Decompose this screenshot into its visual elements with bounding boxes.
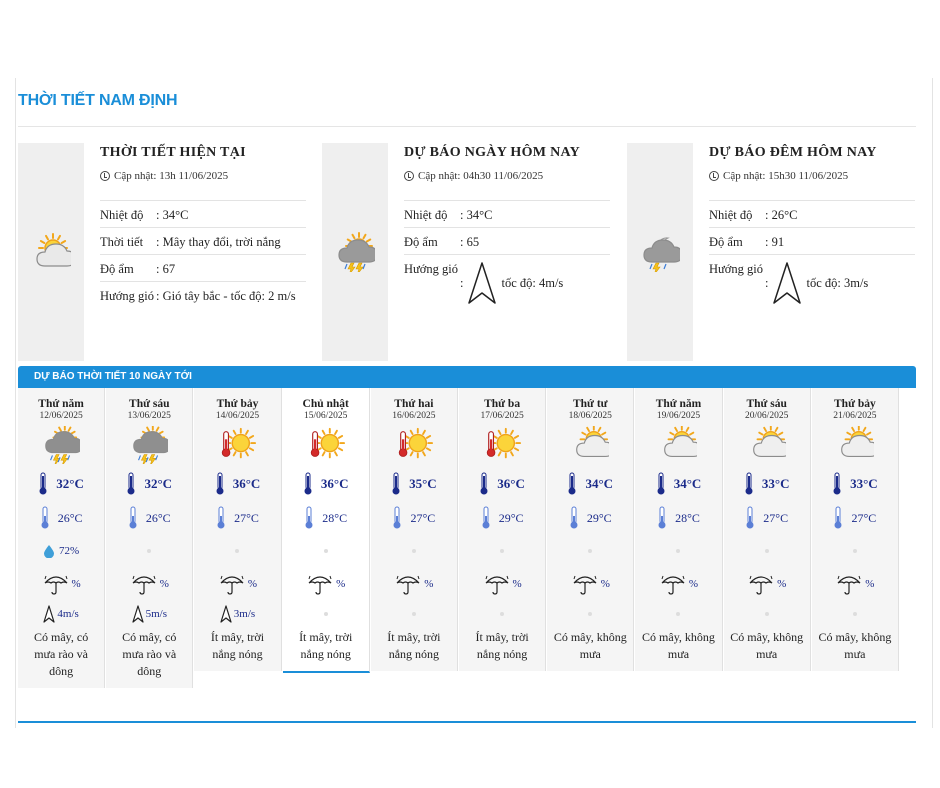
row-key: Hướng gió [100, 282, 156, 309]
temp-low [18, 501, 104, 535]
thermometer-high-icon [479, 472, 489, 496]
day-name: Chủ nhật [302, 398, 349, 410]
empty-dot [235, 549, 239, 553]
row-value: : Mây thay đổi, trời nắng [156, 235, 281, 249]
temp-low-value: 26°C [145, 510, 171, 525]
hot-sun-icon [483, 426, 521, 464]
colon: : [460, 276, 464, 290]
card-title: THỜI TIẾT HIỆN TẠI [100, 145, 246, 160]
card-title: DỰ BÁO ĐÊM HÔM NAY [709, 145, 877, 160]
rain-value: % [777, 578, 787, 590]
day-date: 16/06/2025 [392, 411, 436, 421]
humidity [18, 535, 104, 567]
card-table [709, 200, 915, 309]
temp-high [106, 467, 192, 501]
card-icon-box [322, 143, 388, 361]
umbrella-icon [483, 573, 511, 595]
temp-high [547, 467, 633, 501]
temp-high [18, 467, 104, 501]
wind [635, 601, 721, 627]
card-row [404, 228, 610, 255]
empty-dot [324, 612, 328, 616]
day-name: Thứ hai [394, 398, 434, 410]
rain-value: % [600, 578, 610, 590]
wind-speed: tốc độ: 4m/s [501, 276, 564, 290]
day-date: 13/06/2025 [127, 411, 171, 421]
thermometer-low-icon [304, 506, 314, 530]
day-date: 15/06/2025 [304, 411, 348, 421]
wind-direction-icon [220, 605, 232, 623]
humidity [194, 535, 280, 567]
cloudy-sun-icon [659, 426, 697, 464]
rain-value: % [247, 578, 258, 590]
rain-value: % [71, 578, 81, 590]
wind-direction-icon [132, 605, 144, 623]
temp-low [371, 501, 457, 535]
forecast-day[interactable] [283, 388, 370, 673]
rain-value: % [336, 578, 346, 590]
row-key: Độ ẩm [709, 228, 765, 255]
card-updated [404, 170, 543, 182]
day-name: Thứ bảy [216, 398, 259, 410]
hot-sun-icon [218, 426, 256, 464]
wind [194, 601, 280, 627]
empty-dot [676, 549, 680, 553]
humidity [812, 535, 898, 567]
bottom-divider [18, 721, 916, 723]
empty-dot [324, 549, 328, 553]
day-description: Ít mây, trời nắng nóng [475, 630, 529, 661]
thermometer-high-icon [126, 472, 136, 496]
thermometer-high-icon [656, 472, 666, 496]
day-name: Thứ bảy [834, 398, 876, 410]
rain-chance [724, 567, 810, 601]
rain-chance [371, 567, 457, 601]
weather-card-3 [627, 143, 917, 361]
cloudy-sun-icon [571, 426, 609, 464]
card-row [100, 228, 306, 255]
temp-low [283, 501, 369, 535]
row-key: Nhiệt độ [709, 201, 765, 228]
forecast-day[interactable] [371, 388, 458, 671]
forecast-title: DỰ BÁO THỜI TIẾT 10 NGÀY TỚI [34, 371, 192, 382]
sun-thunderstorm-icon [335, 232, 375, 272]
thermometer-high-icon [744, 472, 754, 496]
wind [18, 601, 104, 627]
rain-chance [106, 567, 192, 601]
temp-high-value: 36°C [497, 476, 525, 491]
rain-value: % [688, 578, 699, 590]
temp-low [106, 501, 192, 535]
card-updated [100, 170, 228, 182]
wind-direction-icon [43, 605, 55, 623]
humidity [106, 535, 192, 567]
forecast-day[interactable] [547, 388, 634, 671]
rain-value: % [865, 578, 875, 590]
umbrella-icon [130, 573, 158, 595]
umbrella-icon [659, 573, 687, 595]
thermometer-low-icon [128, 506, 138, 530]
forecast-row [18, 388, 900, 718]
empty-dot [765, 549, 769, 553]
day-date: 12/06/2025 [39, 411, 83, 421]
card-icon-box [627, 143, 693, 361]
temp-low-value: 27°C [763, 510, 789, 525]
rain-value: % [159, 578, 169, 590]
wind [547, 601, 633, 627]
wind-value: 3m/s [233, 608, 256, 620]
temp-high [371, 467, 457, 501]
cloudy-sun-icon [748, 426, 786, 464]
thermometer-low-icon [392, 506, 402, 530]
rain-value: % [512, 578, 522, 590]
wind-value: 5m/s [145, 608, 167, 620]
updated-text: Cập nhật: 13h 11/06/2025 [114, 170, 229, 182]
thermometer-high-icon [391, 472, 401, 496]
empty-dot [588, 612, 592, 616]
humidity [547, 535, 633, 567]
rain-value: % [424, 578, 434, 590]
thermometer-high-icon [38, 472, 48, 496]
temp-low [459, 501, 545, 535]
thunderstorm-icon [130, 426, 168, 464]
day-description: Có mây, có mưa rào và dông [122, 630, 177, 678]
row-value: : 65 [460, 235, 480, 249]
thermometer-high-icon [567, 472, 577, 496]
wind [724, 601, 810, 627]
rain-chance [283, 567, 369, 601]
sun-cloud-icon [31, 232, 71, 272]
day-name: Thứ sáu [746, 398, 787, 410]
moon-thunderstorm-icon [640, 232, 680, 272]
temp-high-value: 35°C [409, 476, 437, 491]
thermometer-high-icon [215, 472, 225, 496]
humidity [459, 535, 545, 567]
day-name: Thứ sáu [129, 398, 170, 410]
day-description: Có mây, không mưa [553, 630, 627, 661]
day-date: 21/06/2025 [833, 411, 877, 421]
umbrella-icon [394, 573, 422, 595]
rain-chance [812, 567, 898, 601]
day-description: Có mây, không mưa [642, 630, 715, 661]
day-description: Có mây, không mưa [730, 630, 804, 661]
empty-dot [412, 612, 416, 616]
wind [812, 601, 898, 627]
temp-high [635, 467, 721, 501]
umbrella-icon [835, 573, 863, 595]
temp-low-value: 26°C [57, 510, 83, 525]
temp-high-value: 36°C [232, 476, 261, 491]
empty-dot [500, 612, 504, 616]
thermometer-high-icon [303, 472, 313, 496]
day-date: 20/06/2025 [745, 411, 789, 421]
thermometer-low-icon [657, 506, 667, 530]
title-divider [18, 126, 916, 127]
forecast-day[interactable] [724, 388, 811, 671]
row-key: Độ ẩm [100, 255, 156, 282]
day-name: Thứ ba [484, 398, 521, 410]
clock-icon [100, 171, 110, 181]
day-date: 14/06/2025 [215, 411, 260, 421]
row-key: Thời tiết [100, 228, 156, 255]
row-value: : 91 [765, 235, 785, 249]
day-description: Có mây, không mưa [818, 630, 892, 661]
card-row [404, 201, 610, 228]
forecast-day[interactable] [635, 388, 722, 671]
row-key: Nhiệt độ [404, 201, 460, 228]
row-key: Hướng gió [404, 255, 460, 310]
empty-dot [412, 549, 416, 553]
temp-low-value: 29°C [586, 510, 612, 525]
forecast-header [18, 366, 916, 388]
temp-low-value: 27°C [410, 510, 436, 525]
thermometer-high-icon [832, 472, 842, 496]
weather-card-2 [322, 143, 612, 361]
clock-icon [404, 171, 414, 181]
card-row [100, 255, 306, 282]
umbrella-icon [571, 573, 599, 595]
temp-low [724, 501, 810, 535]
card-updated [709, 170, 848, 182]
temp-low-value: 27°C [851, 510, 877, 525]
wind-value: 4m/s [57, 608, 79, 620]
wind [283, 601, 369, 627]
humidity-drop-icon [43, 544, 55, 558]
day-date: 18/06/2025 [568, 411, 612, 421]
card-row [100, 201, 306, 228]
forecast-day[interactable] [18, 388, 105, 688]
card-icon-box [18, 143, 84, 361]
row-key: Độ ẩm [404, 228, 460, 255]
temp-high-value: 36°C [320, 476, 349, 491]
temp-high-value: 34°C [673, 476, 702, 491]
umbrella-icon [42, 573, 70, 595]
humidity [724, 535, 810, 567]
temp-low-value: 28°C [322, 510, 348, 525]
wind-direction-icon [467, 261, 497, 305]
empty-dot [676, 612, 680, 616]
forecast-day[interactable] [812, 388, 899, 671]
temp-high-value: 32°C [56, 476, 84, 491]
empty-dot [765, 612, 769, 616]
thermometer-low-icon [745, 506, 755, 530]
temp-low [635, 501, 721, 535]
updated-text: Cập nhật: 04h30 11/06/2025 [418, 170, 544, 182]
empty-dot [853, 612, 857, 616]
temp-high [194, 467, 280, 501]
thermometer-low-icon [481, 506, 491, 530]
temp-low [194, 501, 280, 535]
empty-dot [500, 549, 504, 553]
day-description: Ít mây, trời nắng nóng [299, 630, 353, 661]
wind [371, 601, 457, 627]
weather-card-1 [18, 143, 308, 361]
humidity [635, 535, 721, 567]
thunderstorm-icon [42, 426, 80, 464]
temp-low-value: 29°C [498, 510, 524, 525]
card-title: DỰ BÁO NGÀY HÔM NAY [404, 145, 581, 160]
temp-low-value: 28°C [675, 510, 700, 525]
wind [459, 601, 545, 627]
card-row [709, 201, 915, 228]
day-description: Ít mây, trời nắng nóng [387, 630, 441, 661]
row-value: : 67 [156, 262, 176, 276]
thermometer-low-icon [569, 506, 579, 530]
temp-low-value: 27°C [234, 510, 259, 525]
empty-dot [147, 549, 151, 553]
wind-speed: tốc độ: 3m/s [806, 276, 869, 290]
wind-direction-icon [772, 261, 802, 305]
thermometer-low-icon [216, 506, 226, 530]
rain-chance [18, 567, 104, 601]
card-row [709, 228, 915, 255]
day-name: Thứ tư [572, 398, 608, 410]
temp-high-value: 33°C [850, 476, 878, 491]
card-row [404, 255, 610, 310]
row-value: : 26°C [765, 208, 798, 222]
rain-chance [547, 567, 633, 601]
humidity-value: 72% [59, 545, 80, 557]
card-row [100, 282, 306, 309]
day-description: Ít mây, trời nắng nóng [210, 630, 265, 661]
temp-low [812, 501, 898, 535]
humidity [283, 535, 369, 567]
temp-high [283, 467, 369, 501]
row-key: Hướng gió [709, 255, 765, 310]
thermometer-low-icon [833, 506, 843, 530]
temp-high-value: 33°C [761, 476, 790, 491]
day-date: 17/06/2025 [480, 411, 524, 421]
hot-sun-icon [307, 426, 345, 464]
temp-low [547, 501, 633, 535]
row-value: : 34°C [156, 208, 189, 222]
hot-sun-icon [395, 426, 433, 464]
rain-chance [635, 567, 721, 601]
day-name: Thứ năm [38, 398, 84, 410]
forecast-day[interactable] [106, 388, 193, 688]
row-key: Nhiệt độ [100, 201, 156, 228]
temp-high [812, 467, 898, 501]
row-value: : 34°C [460, 208, 493, 222]
umbrella-icon [306, 573, 334, 595]
rain-chance [459, 567, 545, 601]
umbrella-icon [218, 573, 246, 595]
temp-high [459, 467, 545, 501]
updated-text: Cập nhật: 15h30 11/06/2025 [723, 170, 849, 182]
forecast-day[interactable] [459, 388, 546, 671]
day-name: Thứ năm [655, 398, 702, 410]
thermometer-low-icon [40, 506, 50, 530]
row-value: : Gió tây bắc - tốc độ: 2 m/s [156, 289, 296, 303]
day-description: Có mây, có mưa rào và dông [33, 630, 89, 678]
empty-dot [588, 549, 592, 553]
clock-icon [709, 171, 719, 181]
temp-high-value: 34°C [585, 476, 614, 491]
colon: : [765, 276, 769, 290]
page-title: THỜI TIẾT NAM ĐỊNH [18, 92, 178, 109]
card-row [709, 255, 915, 310]
temp-high-value: 32°C [144, 476, 173, 491]
wind [106, 601, 192, 627]
empty-dot [853, 549, 857, 553]
cloudy-sun-icon [836, 426, 874, 464]
humidity [371, 535, 457, 567]
forecast-day[interactable] [194, 388, 281, 671]
day-date: 19/06/2025 [656, 411, 701, 421]
umbrella-icon [747, 573, 775, 595]
rain-chance [194, 567, 280, 601]
card-table [404, 200, 610, 309]
card-table [100, 200, 306, 308]
temp-high [724, 467, 810, 501]
